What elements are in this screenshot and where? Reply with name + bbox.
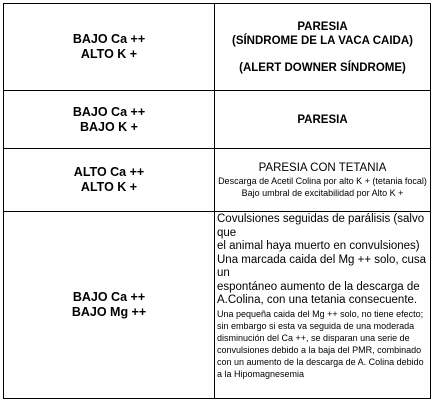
- result-note-line: convulsiones debido a la baja del PMR, combinado: [217, 344, 422, 355]
- result-line: Bajo umbral de excitabilidad por Alto K +: [241, 188, 404, 198]
- condition-line: BAJO Ca ++: [72, 32, 146, 46]
- result-title: PARESIA CON TETANIA: [258, 162, 387, 174]
- result-line: (SÍNDROME DE LA VACA CAIDA): [231, 34, 413, 47]
- condition-cell: [4, 212, 215, 399]
- result-note-line: con un aumento de la descarga de A. Colina debido: [217, 356, 424, 367]
- result-note-line: sin embargo si esta va seguida de una moderada: [217, 320, 415, 331]
- result-note-line: Una pequeña caida del Mg ++ solo, no tiene efecto;: [217, 308, 424, 319]
- result-line: PARESIA: [297, 113, 348, 126]
- condition-line: BAJO K +: [79, 119, 138, 134]
- result-line: PARESIA: [297, 20, 348, 33]
- result-line: espontáneo aumento de la descarga de: [217, 280, 420, 293]
- condition-line: BAJO Mg ++: [71, 305, 147, 319]
- result-line: Una marcada caida del Mg ++ solo, cusa un: [217, 253, 427, 279]
- comparison-table: [3, 3, 431, 399]
- result-line: (ALERT DOWNER SÍNDROME): [239, 61, 406, 74]
- table-row: [4, 149, 431, 212]
- table-row: [4, 212, 431, 399]
- result-cell: [215, 212, 431, 399]
- table-row: [4, 4, 431, 91]
- result-cell: [215, 149, 431, 212]
- condition-cell: [4, 91, 215, 149]
- result-line: A.Colina, con una tetania consecuente.: [217, 294, 418, 306]
- condition-cell: [4, 149, 215, 212]
- table-row: [4, 91, 431, 149]
- condition-cell: [4, 4, 215, 91]
- result-cell: [215, 91, 431, 149]
- result-cell: [215, 4, 431, 91]
- condition-line: BAJO Ca ++: [72, 290, 146, 304]
- result-note-line: a la Hipomagnesemia: [217, 368, 305, 379]
- result-line: Descarga de Acetil Colina por alto K + (tetania focal): [218, 176, 427, 186]
- condition-line: ALTO K +: [80, 180, 138, 194]
- result-note-line: disminución del Ca ++, se disparan una serie de: [217, 332, 410, 343]
- result-line: Covulsiones seguidas de parálisis (salvo que: [217, 213, 425, 239]
- condition-line: ALTO K +: [80, 47, 138, 61]
- result-line: el animal haya muerto en convulsiones): [217, 240, 420, 252]
- condition-line: ALTO Ca ++: [73, 165, 145, 179]
- condition-line: BAJO Ca ++: [72, 104, 146, 119]
